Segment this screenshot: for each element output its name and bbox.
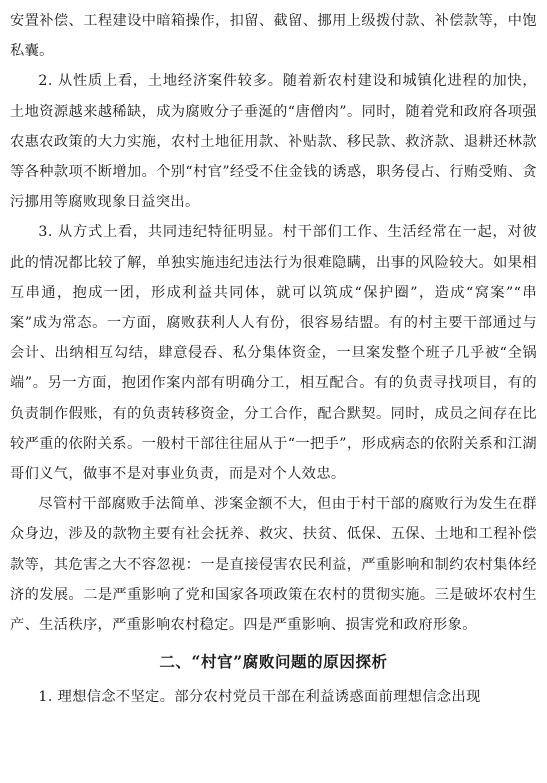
section-heading: 二、“村官”腐败问题的原因探析 [159,652,388,672]
paragraph-point-3: 3. 从方式上看，共同违纪特征明显。村干部们工作、生活经常在一起，对彼此的情况都比较了解，单独实施违纪违法行为很难隐瞒，出事的风险较大。如果相互串通，抱成一团，形成利益共同体，就可以筑成“保护圈”，造成“窝案”“串案”成为常态。一方面，腐败获利人人有份，很容易结盟。有的村主要干部通过与会计、出纳相互勾结，肆意侵吞、私分集体资金，一旦案发整个班子几乎被“全锅端”。另一方面，抱团作案内部有明确分工，相互配合。有的负责寻找项目，有的负责制作假账，有的负责转移资金，分工合作，配合默契。同时，成员之间存在比较严重的依附关系。一般村干部往往屈从于“一把手”，形成病态的依附关系和江湖哥们义气，做事不是对事业负责，而是对个人效忠。 [10,224,537,483]
paragraph-continuation: 安置补偿、工程建设中暗箱操作，扣留、截留、挪用上级拨付款、补偿款等，中饱私囊。 [10,13,537,60]
paragraph-harm-summary: 尽管村干部腐败手法简单、涉案金额不大，但由于村干部的腐败行为发生在群众身边，涉及的款物主要有社会抚养、救灾、扶贫、低保、五保、土地和工程补偿款等，其危害之大不容忽视：一是直接侵害农民利益，严重影响和制约农村集体经济的发展。二是严重影响了党和国家各项政策在农村的贯彻实施。三是破坏农村生产、生活秩序，严重影响农村稳定。四是严重影响、损害党和政府形象。 [10,496,537,634]
paragraph-cause-1: 1. 理想信念不坚定。部分农村党员干部在利益诱惑面前理想信念出现 [38,689,481,706]
paragraph-point-2: 2. 从性质上看，土地经济案件较多。随着新农村建设和城镇化进程的加快，土地资源越来越稀缺，成为腐败分子垂涎的“唐僧肉”。同时，随着党和政府各项强农惠农政策的大力实施，农村土地征用款、补贴款、移民款、救济款、退耕还林款等各种款项不断增加。个别“村官”经受不住金钱的诱惑，职务侵占、行贿受贿、贪污挪用等腐败现象日益突出。 [10,73,537,211]
